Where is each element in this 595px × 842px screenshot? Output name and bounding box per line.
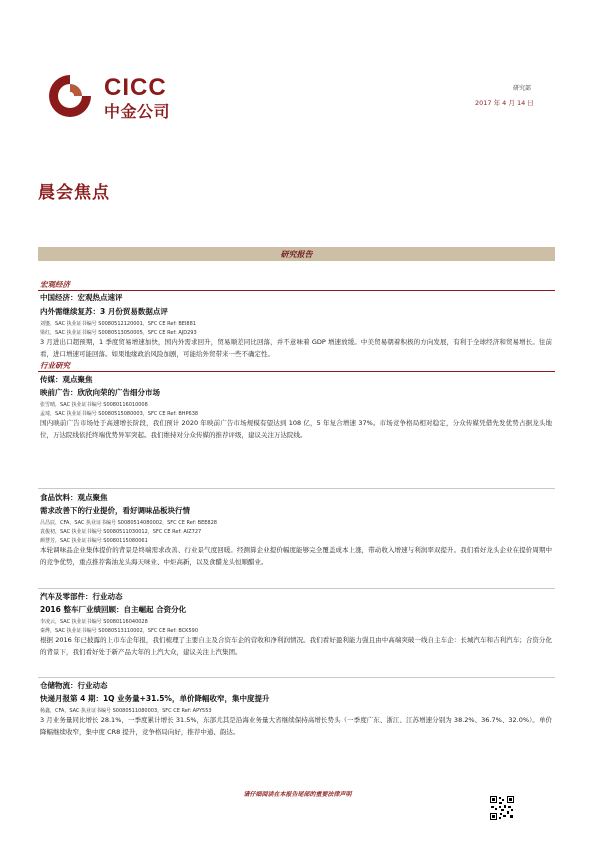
author-line: 梁红，SAC 执业证书编号 S0080513050005，SFC CE Ref: AJD293 xyxy=(40,330,197,336)
article-title[interactable]: 映前广告：欣欣向荣的广告细分市场 xyxy=(40,388,160,397)
article-body: 3 月进出口超预期，1 季度贸易增速加快，国内外需求回升，贸易顺差同比回落，并不意味着 GDP 增速放缓。中美贸易朝着积极的方向发展，有利于全球经济和贸易增长。往前看，进口增速可能回落。如果地缘政治风险加剧，可能给外贸带来一些不确定性。 xyxy=(40,338,552,359)
author-line: 秦烨，SAC 执业证书编号 S0080513110002，SFC CE Ref: BCK590 xyxy=(40,628,199,634)
author-line: 杨鑫，CFA，SAC 执业证书编号 S0080511080003，SFC CE Ref: APY553 xyxy=(40,708,212,714)
author-line: 袁俊初，SAC 执业证书编号 S0080511030012，SFC CE Ref: AIZ727 xyxy=(40,529,202,535)
author-line: 孟琦，SAC 执业证书编号 S0080515080003，SFC CE Ref: BHP638 xyxy=(40,411,199,417)
section-banner xyxy=(38,247,555,261)
article-body: 3 月业务量同比增长 28.1%，一季度累计增长 31.5%，东部尤其是沿海业务量大省继续保持高增长势头（一季度广东、浙江、江苏增速分别为 38.2%、36.7%、32.0%）。单价降幅继续收窄，集中度 CR8 提升，竞争格局向好，推荐中通、韵达。 xyxy=(40,716,552,737)
qr-code-icon xyxy=(490,796,514,820)
author-line: 李凌云，SAC 执业证书编号 S0080116040028 xyxy=(40,619,148,625)
section-heading-industry: 行业研究 xyxy=(40,361,70,370)
article-title[interactable]: 内外需继续复苏：3 月份贸易数据点评 xyxy=(40,307,168,316)
article-title[interactable]: 2016 整车厂业绩回顾：自主崛起 合资分化 xyxy=(40,605,187,614)
author-line: 刘鎏，SAC 执业证书编号 S0080512120001，SFC CE Ref: BEI881 xyxy=(40,321,196,327)
section-rule xyxy=(38,371,555,372)
divider xyxy=(38,488,555,489)
author-line: 张雪晴，SAC 执业证书编号 S0080116010008 xyxy=(40,402,148,408)
department-label: 研究部 xyxy=(513,85,532,92)
author-line: 颜慧芳，SAC 执业证书编号 S0080115080061 xyxy=(40,538,148,544)
logo-text-cn: 中金公司 xyxy=(104,102,171,121)
article-body: 国内映前广告市场处于高速增长阶段，我们预计 2020 年映前广告市场规模有望达到 108 亿，5 年复合增速 37%。市场竞争格局相对稳定，分众传媒凭借先发优势占据龙头地位，万达院线依托终端优势异军突起。我们维持对分众传媒的推荐评级，建议关注万达院线。 xyxy=(40,419,552,440)
article-body: 根据 2016 年已披露的上市车企年报，我们梳理了主要自主及合资车企的营收和净利润情况。我们看好盈利能力强且由中高端突破一线自主车企：长城汽车和吉利汽车；合资分化的背景下，我们看好处于新产品大年的上汽大众，建议关注上汽集团。 xyxy=(40,636,552,657)
divider xyxy=(38,677,555,678)
banner-label: 研究报告 xyxy=(280,250,313,259)
cicc-logo-icon xyxy=(44,72,96,118)
logo-text-en: CICC xyxy=(104,74,167,101)
article-category: 仓储物流：行业动态 xyxy=(40,681,108,690)
report-date: 2017 年 4 月 14 日 xyxy=(475,99,534,107)
article-body: 本轮调味品企业集体提价的背景是终端需求改善、行业景气度回暖。经测算企业提价幅度能够完全覆盖成本上涨，带动收入增速与利润率双提升。我们看好龙头企业在提价周期中的竞争优势，重点推荐酱油龙头海天味业、中炬高新，以及食醋龙头恒顺醋业。 xyxy=(40,546,552,567)
article-category: 中国经济：宏观热点速评 xyxy=(40,293,123,302)
divider xyxy=(38,588,555,589)
legal-notice: 请仔细阅读在本报告尾部的重要法律声明 xyxy=(243,791,352,798)
article-title[interactable]: 需求改善下的行业提价，看好调味品板块行情 xyxy=(40,506,190,515)
author-line: 吕昌辰，CFA，SAC 执业证书编号 S0080514080002，SFC CE Ref: BEE828 xyxy=(40,520,217,526)
section-rule xyxy=(38,290,555,291)
page-title: 晨会焦点 xyxy=(38,183,110,203)
article-title[interactable]: 快递月报第 4 期：1Q 业务量+31.5%，单价降幅收窄，集中度提升 xyxy=(40,694,270,703)
article-category: 汽车及零部件：行业动态 xyxy=(40,592,123,601)
article-category: 传媒：观点聚焦 xyxy=(40,375,93,384)
section-heading-macro: 宏观经济 xyxy=(40,280,70,289)
article-category: 食品饮料：观点聚焦 xyxy=(40,493,108,502)
